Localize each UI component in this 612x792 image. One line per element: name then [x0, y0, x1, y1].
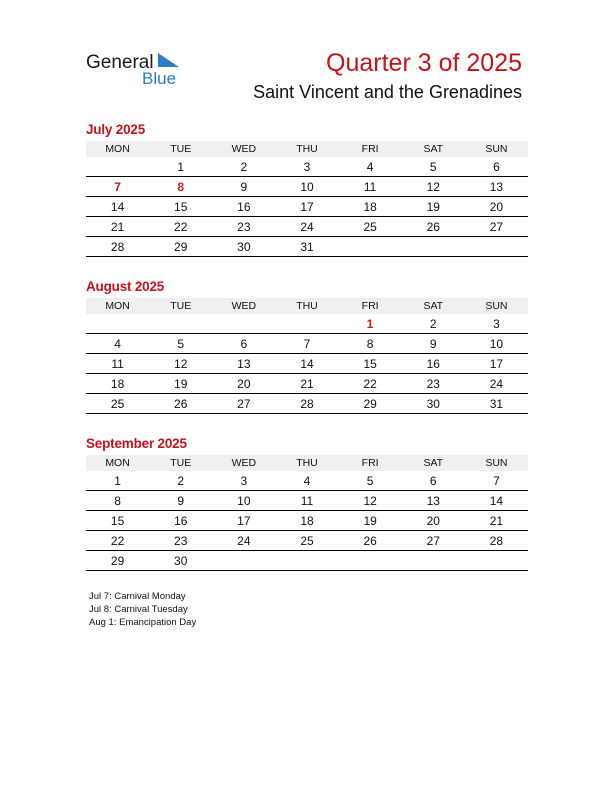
day-cell: 5 — [339, 471, 402, 491]
weekday-header: SUN — [465, 141, 528, 157]
holiday-note: Aug 1: Emancipation Day — [89, 617, 197, 628]
day-cell: 26 — [402, 217, 465, 237]
day-cell — [212, 314, 275, 334]
week-row — [86, 551, 528, 571]
day-cell: 28 — [465, 531, 528, 551]
day-cell: 16 — [402, 354, 465, 374]
week-row — [86, 157, 528, 177]
day-cell: 3 — [465, 314, 528, 334]
day-cell: 13 — [465, 177, 528, 197]
day-cell: 27 — [465, 217, 528, 237]
day-cell: 2 — [212, 157, 275, 177]
weekday-header: WED — [212, 455, 275, 471]
weekday-header: THU — [275, 298, 338, 314]
day-cell: 21 — [465, 511, 528, 531]
day-cell — [86, 314, 149, 334]
day-cell: 1 — [149, 157, 212, 177]
day-cell: 2 — [402, 314, 465, 334]
day-cell: 14 — [465, 491, 528, 511]
week-row — [86, 531, 528, 551]
day-cell: 19 — [149, 374, 212, 394]
day-cell: 1 — [86, 471, 149, 491]
day-cell — [402, 551, 465, 571]
day-cell: 12 — [149, 354, 212, 374]
weekday-header: SAT — [402, 455, 465, 471]
weekday-header: THU — [275, 455, 338, 471]
logo-triangle-icon — [158, 53, 180, 69]
day-cell — [465, 237, 528, 257]
weekday-header: TUE — [149, 141, 212, 157]
day-cell: 28 — [275, 394, 338, 414]
logo-text-blue: Blue — [142, 69, 177, 88]
day-cell: 10 — [465, 334, 528, 354]
weekday-header: SUN — [465, 298, 528, 314]
day-cell: 10 — [212, 491, 275, 511]
day-cell: 8 — [149, 177, 212, 197]
day-cell: 5 — [149, 334, 212, 354]
day-cell: 23 — [149, 531, 212, 551]
day-cell: 14 — [275, 354, 338, 374]
day-cell: 17 — [212, 511, 275, 531]
holiday-note: Jul 8: Carnival Tuesday — [89, 604, 188, 615]
month-july — [86, 122, 528, 257]
day-cell: 14 — [86, 197, 149, 217]
weekday-header: MON — [86, 298, 149, 314]
month-title: September 2025 — [86, 436, 187, 451]
day-cell: 15 — [339, 354, 402, 374]
month-title: July 2025 — [86, 122, 145, 137]
day-cell: 8 — [339, 334, 402, 354]
day-cell: 11 — [339, 177, 402, 197]
week-row — [86, 334, 528, 354]
day-cell: 8 — [86, 491, 149, 511]
week-row — [86, 237, 528, 257]
day-cell: 24 — [275, 217, 338, 237]
day-cell: 5 — [402, 157, 465, 177]
day-cell: 23 — [212, 217, 275, 237]
weekday-header: MON — [86, 455, 149, 471]
day-cell: 19 — [402, 197, 465, 217]
day-cell: 31 — [465, 394, 528, 414]
day-cell — [275, 551, 338, 571]
day-cell: 29 — [86, 551, 149, 571]
week-row — [86, 314, 528, 334]
month-title: August 2025 — [86, 279, 165, 294]
week-row — [86, 511, 528, 531]
day-cell: 4 — [275, 471, 338, 491]
day-cell — [465, 551, 528, 571]
weekday-header-row — [86, 141, 528, 157]
calendar-table — [86, 298, 528, 414]
day-cell: 9 — [212, 177, 275, 197]
day-cell: 6 — [212, 334, 275, 354]
day-cell: 18 — [86, 374, 149, 394]
day-cell: 6 — [465, 157, 528, 177]
weekday-header: WED — [212, 298, 275, 314]
day-cell: 12 — [402, 177, 465, 197]
day-cell: 31 — [275, 237, 338, 257]
day-cell: 3 — [275, 157, 338, 177]
day-cell: 10 — [275, 177, 338, 197]
day-cell — [86, 157, 149, 177]
holiday-note: Jul 7: Carnival Monday — [89, 591, 186, 602]
holiday-notes — [89, 590, 196, 629]
day-cell: 18 — [275, 511, 338, 531]
day-cell: 7 — [275, 334, 338, 354]
day-cell — [275, 314, 338, 334]
day-cell: 13 — [402, 491, 465, 511]
day-cell: 16 — [212, 197, 275, 217]
weekday-header: THU — [275, 141, 338, 157]
day-cell: 4 — [86, 334, 149, 354]
day-cell: 4 — [339, 157, 402, 177]
day-cell: 19 — [339, 511, 402, 531]
day-cell: 22 — [339, 374, 402, 394]
week-row — [86, 217, 528, 237]
day-cell: 26 — [339, 531, 402, 551]
page-subtitle: Saint Vincent and the Grenadines — [253, 82, 522, 102]
day-cell: 21 — [275, 374, 338, 394]
day-cell: 2 — [149, 471, 212, 491]
day-cell: 25 — [86, 394, 149, 414]
day-cell: 17 — [275, 197, 338, 217]
day-cell: 25 — [275, 531, 338, 551]
day-cell: 3 — [212, 471, 275, 491]
day-cell: 1 — [339, 314, 402, 334]
weekday-header-row — [86, 298, 528, 314]
day-cell: 20 — [402, 511, 465, 531]
day-cell: 22 — [86, 531, 149, 551]
day-cell: 9 — [402, 334, 465, 354]
day-cell: 17 — [465, 354, 528, 374]
page-title: Quarter 3 of 2025 — [326, 49, 522, 77]
weekday-header: SAT — [402, 141, 465, 157]
week-row — [86, 471, 528, 491]
day-cell: 28 — [86, 237, 149, 257]
weekday-header: MON — [86, 141, 149, 157]
calendar-table — [86, 141, 528, 257]
day-cell: 22 — [149, 217, 212, 237]
day-cell — [149, 314, 212, 334]
day-cell: 7 — [465, 471, 528, 491]
month-september — [86, 436, 528, 571]
weekday-header: SUN — [465, 455, 528, 471]
weekday-header-row — [86, 455, 528, 471]
day-cell: 20 — [465, 197, 528, 217]
weekday-header: TUE — [149, 455, 212, 471]
day-cell: 11 — [275, 491, 338, 511]
day-cell: 18 — [339, 197, 402, 217]
week-row — [86, 354, 528, 374]
day-cell — [402, 237, 465, 257]
day-cell: 30 — [212, 237, 275, 257]
weekday-header: FRI — [339, 141, 402, 157]
day-cell: 27 — [212, 394, 275, 414]
week-row — [86, 394, 528, 414]
day-cell: 25 — [339, 217, 402, 237]
day-cell: 24 — [465, 374, 528, 394]
day-cell: 27 — [402, 531, 465, 551]
weekday-header: WED — [212, 141, 275, 157]
day-cell — [339, 237, 402, 257]
weekday-header: TUE — [149, 298, 212, 314]
week-row — [86, 177, 528, 197]
day-cell: 15 — [149, 197, 212, 217]
day-cell: 24 — [212, 531, 275, 551]
day-cell — [339, 551, 402, 571]
day-cell: 26 — [149, 394, 212, 414]
week-row — [86, 491, 528, 511]
day-cell: 21 — [86, 217, 149, 237]
calendar-table — [86, 455, 528, 571]
weekday-header: FRI — [339, 455, 402, 471]
day-cell: 11 — [86, 354, 149, 374]
day-cell: 16 — [149, 511, 212, 531]
day-cell: 6 — [402, 471, 465, 491]
day-cell — [212, 551, 275, 571]
day-cell: 9 — [149, 491, 212, 511]
day-cell: 20 — [212, 374, 275, 394]
weekday-header: FRI — [339, 298, 402, 314]
day-cell: 12 — [339, 491, 402, 511]
day-cell: 7 — [86, 177, 149, 197]
day-cell: 30 — [149, 551, 212, 571]
day-cell: 13 — [212, 354, 275, 374]
day-cell: 30 — [402, 394, 465, 414]
day-cell: 29 — [149, 237, 212, 257]
logo-text-general: General — [86, 52, 154, 73]
logo — [86, 50, 196, 90]
week-row — [86, 197, 528, 217]
day-cell: 23 — [402, 374, 465, 394]
weekday-header: SAT — [402, 298, 465, 314]
day-cell: 29 — [339, 394, 402, 414]
month-august — [86, 279, 528, 414]
week-row — [86, 374, 528, 394]
day-cell: 15 — [86, 511, 149, 531]
